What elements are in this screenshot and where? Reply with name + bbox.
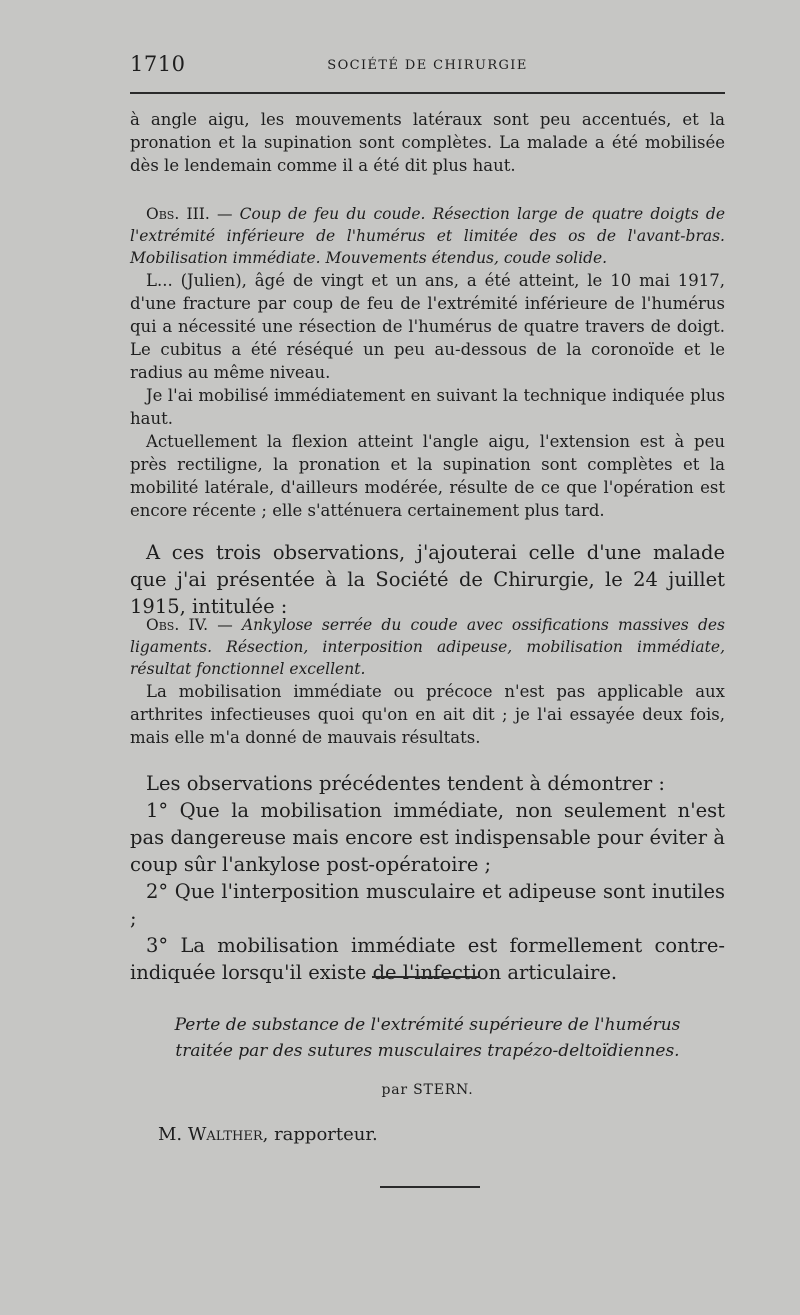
next-article-byline: par STERN. [381, 1082, 474, 1098]
continued-paragraph: à angle aigu, les mouvements latéraux sont peu accentués, et la pronation et la supination sont complètes. La malade a été mobilisée dès le lendemain comme il a été dit plus haut. [130, 110, 725, 175]
next-article-title-line-1: Perte de substance de l'extrémité supérieure de l'humérus [174, 1015, 681, 1035]
observation-4-label: Obs. IV. [146, 616, 209, 634]
header-rule [130, 92, 725, 94]
intro-paragraph-block [130, 539, 725, 620]
next-article-title [130, 1012, 725, 1064]
next-article-title-line-2: traitée par des sutures musculaires trapézo-deltoïdiennes. [175, 1041, 680, 1061]
rapporteur-line [158, 1124, 378, 1145]
rapporteur-suffix: , rapporteur. [262, 1124, 378, 1145]
observation-3-paragraph-2: Je l'ai mobilisé immédiatement en suivant la technique indiquée plus haut. [130, 386, 725, 428]
conclusion-1: 1° Que la mobilisation immédiate, non seulement n'est pas dangereuse mais encore est indispensable pour éviter à coup sûr l'ankylose post-opératoire ; [130, 799, 725, 876]
observation-3-label: Obs. III. [146, 205, 210, 223]
conclusion-3: 3° La mobilisation immédiate est formellement contre-indiquée lorsqu'il existe de l'infection articulaire. [130, 934, 725, 984]
observation-4-paragraph: La mobilisation immédiate ou précoce n'est pas applicable aux arthrites infectieuses quoi qu'on en ait dit ; je l'ai essayée deux fois, mais elle m'a donné de mauvais résultats. [130, 682, 725, 747]
observation-3 [130, 203, 725, 522]
intro-paragraph: A ces trois observations, j'ajouterai celle d'une malade que j'ai présentée à la Société de Chirurgie, le 24 juillet 1915, intitulée : [130, 541, 725, 618]
continued-paragraph-block [130, 108, 725, 177]
running-head: SOCIÉTÉ DE CHIRURGIE [327, 58, 528, 73]
observation-3-heading [130, 203, 725, 269]
observation-3-dash: — [209, 205, 240, 223]
conclusions-intro: Les observations précédentes tendent à démontrer : [146, 772, 665, 795]
observation-3-paragraph-1: L... (Julien), âgé de vingt et un ans, a été atteint, le 10 mai 1917, d'une fracture par coup de feu de l'extrémité inférieure de l'humérus qui a nécessité une résection de l'humérus de quatre travers de doigt. Le cubitus a été réséqué un peu au-dessous de la coronoïde et le radius au même niveau. [130, 271, 725, 382]
conclusion-2: 2° Que l'interposition musculaire et adipeuse sont inutiles ; [130, 880, 725, 930]
rapporteur-name: Walther [187, 1124, 263, 1145]
conclusions [130, 770, 725, 986]
observation-4-title: Ankylose serrée du coude avec ossifications massives des ligaments. Résection, interposition adipeuse, mobilisation immédiate, résultat fonctionnel excellent. [130, 616, 725, 678]
page-header [130, 52, 725, 82]
observation-4-heading [130, 614, 725, 680]
observation-4-dash: — [208, 616, 242, 634]
observation-3-paragraph-3: Actuellement la flexion atteint l'angle aigu, l'extension est à peu près rectiligne, la pronation et la supination sont complètes et la mobilité latérale, d'ailleurs modérée, résulte de ce que l'opération est encore récente ; elle s'atténuera certainement plus tard. [130, 432, 725, 520]
section-separator-top [372, 976, 480, 978]
section-separator-bottom [380, 1186, 480, 1188]
page-number: 1710 [130, 52, 186, 76]
observation-3-title: Coup de feu du coude. Résection large de quatre doigts de l'extrémité inférieure de l'humérus et limitée des os de l'avant-bras. Mobilisation immédiate. Mouvements étendus, coude solide. [130, 205, 725, 267]
rapporteur-prefix: M. [158, 1124, 188, 1145]
observation-4 [130, 614, 725, 749]
